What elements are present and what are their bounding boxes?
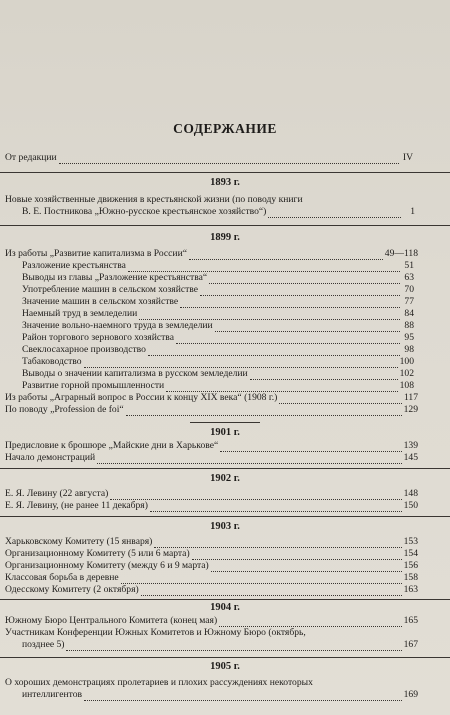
toc-entry[interactable] — [5, 548, 418, 560]
leader-dots — [148, 346, 400, 356]
toc-entry-text: позднее 5) — [22, 639, 65, 650]
toc-page-number: 108 — [399, 380, 414, 391]
toc-entry-text: Классовая борьба в деревне — [5, 572, 119, 583]
leader-dots — [66, 641, 401, 651]
toc-subentry[interactable] — [22, 284, 414, 296]
leader-dots — [209, 274, 400, 284]
toc-entry-text: Употребление машин в сельском хозяйстве — [22, 284, 199, 295]
toc-page-number: 88 — [404, 320, 414, 331]
toc-entry[interactable] — [5, 584, 418, 596]
toc-page-number: 148 — [403, 488, 418, 499]
toc-entry-text[interactable]: Участникам Конференции Южных Комитетов и Южному Бюро (октябрь, — [5, 627, 306, 638]
toc-entry-text: Выводы о значении капитализма в русском земледелии — [22, 368, 248, 379]
section-divider — [0, 599, 450, 600]
toc-entry-text[interactable]: Новые хозяйственные движения в крестьянской жизни (по поводу книги — [5, 194, 303, 205]
leader-dots — [192, 550, 402, 560]
leader-dots — [84, 691, 402, 701]
leader-dots — [150, 502, 402, 512]
page-title: СОДЕРЖАНИЕ — [173, 121, 277, 136]
toc-entry[interactable] — [5, 615, 418, 627]
toc-page-number: 156 — [403, 560, 418, 571]
toc-page-number: 154 — [403, 548, 418, 559]
toc-entry-text: Табаководство — [22, 356, 82, 367]
toc-entry-1893[interactable] — [22, 206, 415, 218]
toc-entry-text: Предисловие к брошюре „Майские дни в Харькове“ — [5, 440, 219, 451]
toc-entry-text: Одесскому Комитету (2 октября) — [5, 584, 139, 595]
leader-dots — [59, 154, 399, 164]
toc-entry[interactable] — [5, 452, 418, 464]
toc-entry[interactable] — [5, 560, 418, 572]
leader-dots — [126, 406, 402, 416]
toc-entry[interactable] — [5, 488, 418, 500]
year-heading-1899: 1899 г. — [210, 232, 240, 243]
leader-dots — [154, 538, 401, 548]
toc-entry-text: Южному Бюро Центрального Комитета (конец мая) — [5, 615, 218, 626]
toc-entry-text: Е. Я. Левину, (не ранее 11 декабря) — [5, 500, 148, 511]
toc-subentry[interactable] — [22, 356, 414, 368]
toc-page-number: 165 — [403, 615, 418, 626]
toc-entry[interactable] — [5, 500, 418, 512]
toc-entry-text: Свеклосахарное производство — [22, 344, 146, 355]
toc-subentry[interactable] — [22, 272, 414, 284]
leader-dots — [84, 358, 398, 368]
leader-dots — [139, 310, 400, 320]
section-divider — [0, 225, 450, 226]
toc-page-number: 139 — [403, 440, 418, 451]
year-heading-1901: 1901 г. — [210, 427, 240, 438]
section-divider — [0, 516, 450, 517]
toc-page-number: 169 — [403, 689, 418, 700]
section-divider — [0, 172, 450, 173]
year-heading-1893: 1893 г. — [210, 177, 240, 188]
toc-page-number: IV — [402, 152, 413, 163]
toc-page-number: 167 — [403, 639, 418, 650]
toc-subentry[interactable] — [22, 344, 414, 356]
toc-entry-text: Начало демонстраций — [5, 452, 96, 463]
toc-page-number: 1 — [410, 206, 415, 217]
toc-entry-text: Из работы „Аграрный вопрос в России к концу XIX века“ (1908 г.) — [5, 392, 278, 403]
toc-subentry[interactable] — [22, 332, 414, 344]
toc-entry-text: Наемный труд в земледелии — [22, 308, 138, 319]
leader-dots — [176, 334, 400, 344]
leader-dots — [110, 490, 401, 500]
toc-page-number: 129 — [403, 404, 418, 415]
leader-dots — [121, 574, 402, 584]
toc-entry-text: Развитие горной промышленности — [22, 380, 165, 391]
toc-subentry[interactable] — [22, 296, 414, 308]
toc-page-number: 84 — [404, 308, 414, 319]
year-heading-1903: 1903 г. — [210, 521, 240, 532]
toc-entry-text[interactable]: О хороших демонстрациях пролетариев и плохих рассуждениях некоторых — [5, 677, 313, 688]
toc-entry-text: По поводу „Profession de foi“ — [5, 404, 124, 415]
section-divider — [190, 422, 260, 423]
toc-entry[interactable] — [22, 689, 418, 701]
toc-page-number: 51 — [404, 260, 414, 271]
toc-page-number: 163 — [403, 584, 418, 595]
toc-page-number: 145 — [403, 452, 418, 463]
toc-entry-text: Район торгового зернового хозяйства — [22, 332, 174, 343]
toc-entry-text: В. Е. Постникова „Южно-русское крестьянское хозяйство“) — [22, 206, 267, 217]
toc-entry-agrarian[interactable] — [5, 392, 418, 404]
toc-entry[interactable] — [5, 536, 418, 548]
toc-entry-preface[interactable] — [5, 152, 413, 164]
toc-page-number: 117 — [403, 392, 418, 403]
year-heading-1902: 1902 г. — [210, 473, 240, 484]
leader-dots — [279, 394, 402, 404]
toc-page-number: 98 — [404, 344, 414, 355]
toc-page-number: 100 — [399, 356, 414, 367]
leader-dots — [250, 370, 398, 380]
leader-dots — [141, 586, 402, 596]
leader-dots — [166, 382, 397, 392]
year-heading-1905: 1905 г. — [210, 661, 240, 672]
toc-page-number: 150 — [403, 500, 418, 511]
toc-subentry[interactable] — [22, 368, 414, 380]
toc-subentry[interactable] — [22, 320, 414, 332]
leader-dots — [180, 298, 400, 308]
leader-dots — [268, 208, 401, 218]
toc-page-number: 153 — [403, 536, 418, 547]
toc-entry-capitalism[interactable] — [5, 248, 418, 260]
toc-page-number: 49—118 — [384, 248, 418, 259]
toc-subentry[interactable] — [22, 308, 414, 320]
toc-entry-text: Значение машин в сельском хозяйстве — [22, 296, 179, 307]
toc-entry-text: Выводы из главы „Разложение крестьянства“ — [22, 272, 208, 283]
toc-entry-text: Значение вольно-наемного труда в земледелии — [22, 320, 213, 331]
toc-entry-text: Разложение крестьянства — [22, 260, 126, 271]
toc-entry-text: интеллигентов — [22, 689, 83, 700]
leader-dots — [220, 442, 401, 452]
toc-page-number: 158 — [403, 572, 418, 583]
toc-entry-text: Е. Я. Левину (22 августа) — [5, 488, 109, 499]
leader-dots — [219, 617, 401, 627]
year-heading-1904: 1904 г. — [210, 602, 240, 613]
toc-entry[interactable] — [5, 440, 418, 452]
toc-entry[interactable] — [5, 572, 418, 584]
toc-entry-text: Из работы „Развитие капитализма в России“ — [5, 248, 187, 259]
toc-entry-text: Харьковскому Комитету (15 января) — [5, 536, 153, 547]
leader-dots — [200, 286, 400, 296]
toc-subentry[interactable] — [22, 380, 414, 392]
toc-entry-text: От редакции — [5, 152, 57, 163]
toc-page-number: 63 — [404, 272, 414, 283]
section-divider — [0, 468, 450, 469]
leader-dots — [128, 262, 400, 272]
leader-dots — [97, 454, 401, 464]
toc-entry-text: Организационному Комитету (между 6 и 9 марта) — [5, 560, 209, 571]
toc-page-number: 102 — [399, 368, 414, 379]
leader-dots — [211, 562, 402, 572]
toc-page-number: 95 — [404, 332, 414, 343]
toc-subentry[interactable] — [22, 260, 414, 272]
toc-entry[interactable] — [22, 639, 418, 651]
section-divider — [0, 657, 450, 658]
leader-dots — [215, 322, 400, 332]
toc-page-number: 70 — [404, 284, 414, 295]
toc-entry-text: Организационному Комитету (5 или 6 марта) — [5, 548, 190, 559]
toc-page-number: 77 — [404, 296, 414, 307]
leader-dots — [189, 250, 383, 260]
toc-entry-profession[interactable] — [5, 404, 418, 416]
